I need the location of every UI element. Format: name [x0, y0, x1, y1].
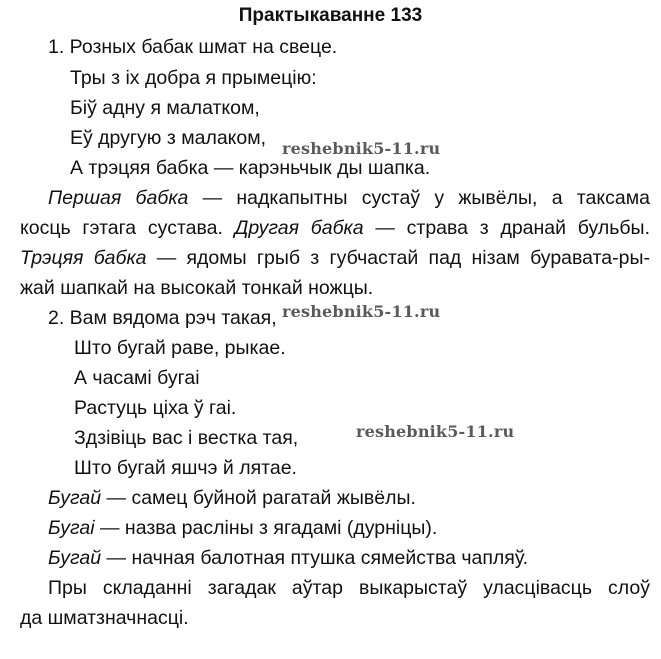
watermark-1: reshebnik5-11.ru — [282, 139, 441, 158]
riddle2-line-2: Што бугай раве, рыкае. — [74, 337, 286, 359]
term-pershaya-babka: Першая бабка — [48, 187, 189, 209]
explanation2-line-3 — [48, 545, 528, 572]
watermark-2: reshebnik5-11.ru — [282, 302, 441, 321]
conclusion-line-1: Пры складанні загадак аўтар выкарыстаў уласцівасць слоў — [48, 577, 650, 599]
riddle1-line-5: А трэцяя бабка — карэньчык ды шапка. — [70, 157, 431, 179]
explanation1-text-2: — страва з дранай бульбы. — [363, 217, 650, 239]
explanation2-text-3: — начная балотная птушка сямейства чапляў. — [101, 547, 529, 569]
term-drugaya-babka: Другая бабка — [234, 217, 364, 239]
explanation2-line-2 — [48, 515, 437, 542]
explanation2-line-1 — [48, 485, 416, 512]
explanation2-text-1: — самец буйной рагатай жывёлы. — [101, 487, 416, 509]
explanation1-line-3 — [20, 245, 650, 272]
explanation1-text-1: — надкапытны сустаў у жывёлы, а таксама — [188, 187, 650, 209]
term-bugai-plant: Бугаі — [48, 517, 95, 539]
riddle2-line-6: Што бугай яшчэ й лятае. — [74, 457, 297, 479]
explanation2-text-2: — назва расліны з ягадамі (дурніцы). — [94, 517, 438, 539]
riddle1-line-1: 1. Розных бабак шмат на свеце. — [48, 36, 338, 58]
riddle2-line-5: Здзівіць вас і вестка тая, — [74, 427, 299, 449]
term-bugai-animal: Бугай — [48, 487, 102, 509]
riddle2-line-4: Растуць ціха ў гаі. — [74, 397, 237, 419]
conclusion-line-2: да шматзначнасці. — [20, 607, 189, 629]
watermark-3: reshebnik5-11.ru — [356, 422, 515, 441]
riddle2-line-1: 2. Вам вядома рэч такая, — [48, 307, 277, 329]
riddle1-line-3: Біў адну я малатком, — [70, 97, 260, 119]
explanation1-line-2 — [20, 215, 650, 242]
term-bugai-bird: Бугай — [48, 547, 102, 569]
page-title: Практыкаванне 133 — [238, 5, 423, 26]
riddle2-line-3: А часамі бугаі — [74, 367, 200, 389]
riddle1-line-4: Еў другую з малаком, — [70, 127, 267, 149]
riddle1-line-2: Тры з іх добра я прымецію: — [70, 67, 317, 89]
explanation1-text-3: — ядомы грыб з губчастай пад нізам буравата-ры- — [146, 247, 650, 269]
explanation1-line-1 — [48, 185, 650, 212]
term-tretsyaya-babka: Трэцяя бабка — [20, 247, 147, 269]
explanation1-line2-pre: косць гэтага сустава. — [20, 217, 235, 239]
explanation1-line-4: жай шапкай на высокай тонкай ножцы. — [20, 277, 374, 299]
